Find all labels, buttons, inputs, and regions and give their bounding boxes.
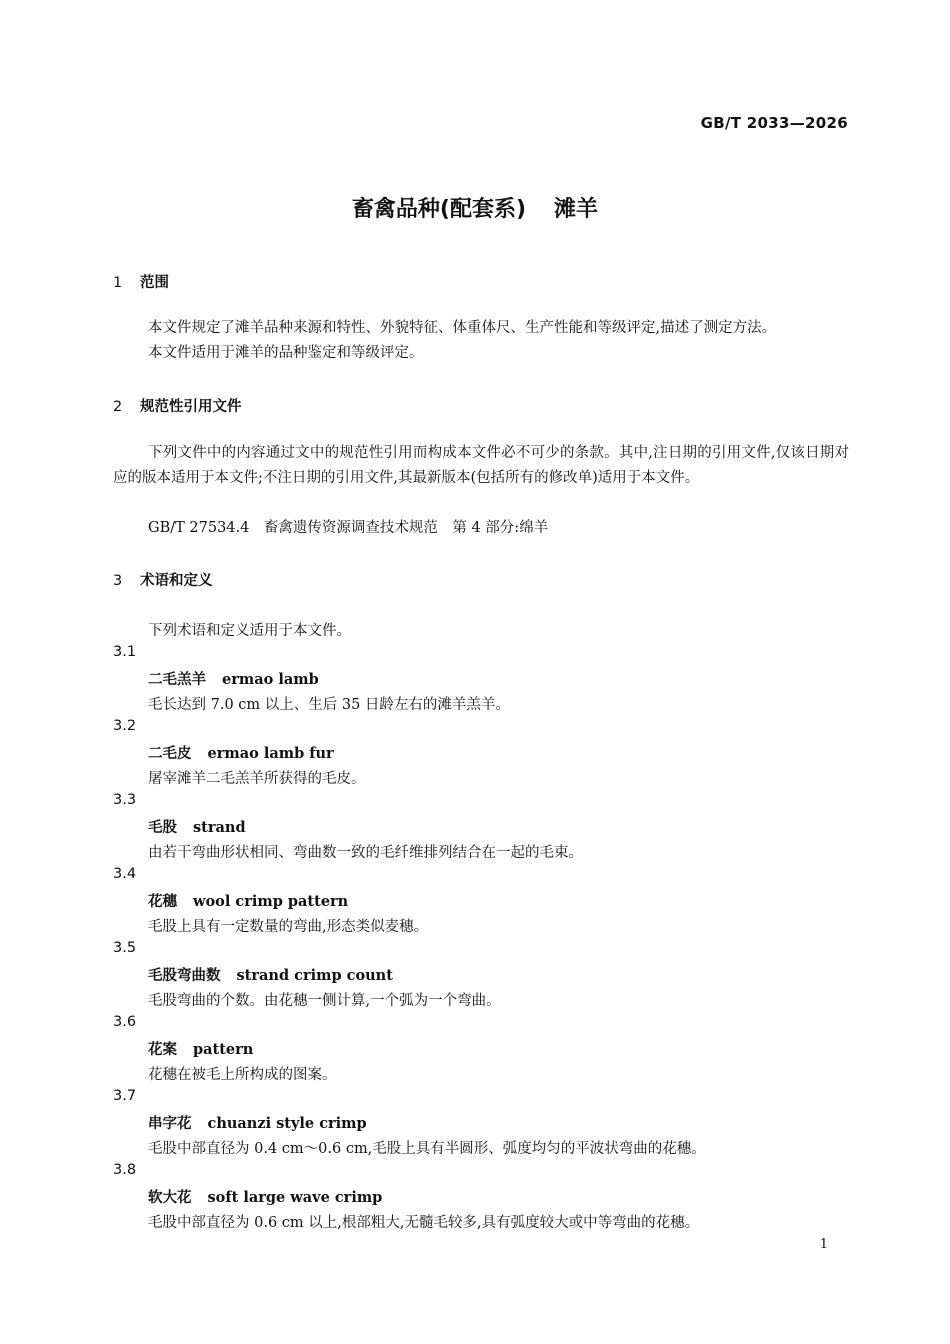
term-name-zh: 毛股 xyxy=(148,820,177,836)
term-name-en: wool crimp pattern xyxy=(193,893,349,910)
document-title xyxy=(0,192,950,223)
section-number: 1 xyxy=(113,275,123,291)
term-definition: 毛股中部直径为 0.4 cm～0.6 cm,毛股上具有半圆形、弧度均匀的平波状弯曲的花穗。 xyxy=(148,1141,706,1157)
scope-paragraph-1: 本文件规定了滩羊品种来源和特性、外貌特征、体重体尺、生产性能和等级评定,描述了测定方法。 xyxy=(148,320,777,336)
term-number: 3.3 xyxy=(113,792,137,808)
reference-entry: GB/T 27534.4 畜禽遗传资源调查技术规范 第 4 部分:绵羊 xyxy=(148,520,549,536)
term-definition: 屠宰滩羊二毛羔羊所获得的毛皮。 xyxy=(148,771,366,787)
scope-paragraph-2: 本文件适用于滩羊的品种鉴定和等级评定。 xyxy=(148,345,424,361)
term-name-en: pattern xyxy=(193,1041,254,1058)
term-name-zh: 软大花 xyxy=(148,1190,192,1206)
term-number: 3.7 xyxy=(113,1088,137,1104)
term-definition: 毛股中部直径为 0.6 cm 以上,根部粗大,无髓毛较多,具有弧度较大或中等弯曲的花穗。 xyxy=(148,1215,700,1231)
term-definition: 由若干弯曲形状相同、弯曲数一致的毛纤维排列结合在一起的毛束。 xyxy=(148,845,583,861)
term-name-en: soft large wave crimp xyxy=(207,1189,383,1206)
section-number: 3 xyxy=(113,573,123,589)
standard-code: GB/T 2033—2026 xyxy=(700,114,848,132)
term-name-zh: 花案 xyxy=(148,1042,177,1058)
term-name-zh: 二毛羔羊 xyxy=(148,672,206,688)
term-name-en: ermao lamb fur xyxy=(207,745,334,762)
section-title: 规范性引用文件 xyxy=(140,399,242,415)
term-number: 3.4 xyxy=(113,866,137,882)
document-title-main: 畜禽品种(配套系) xyxy=(351,197,527,222)
term-name xyxy=(148,890,348,911)
section-heading-normative-references xyxy=(113,395,242,416)
section-title: 术语和定义 xyxy=(140,573,213,589)
section-heading-terms xyxy=(113,569,213,590)
term-name xyxy=(148,816,246,837)
terms-intro: 下列术语和定义适用于本文件。 xyxy=(148,623,351,639)
section-heading-scope xyxy=(113,271,169,292)
term-name-zh: 毛股弯曲数 xyxy=(148,968,221,984)
term-definition: 毛股上具有一定数量的弯曲,形态类似麦穗。 xyxy=(148,919,429,935)
references-paragraph: 下列文件中的内容通过文中的规范性引用而构成本文件必不可少的条款。其中,注日期的引用文件,仅该日期对应的版本适用于本文件;不注日期的引用文件,其最新版本(包括所有的修改单)适用于本文件。 xyxy=(113,445,849,486)
term-definition: 花穗在被毛上所构成的图案。 xyxy=(148,1067,337,1083)
term-name xyxy=(148,1038,253,1059)
term-definition: 毛长达到 7.0 cm 以上、生后 35 日龄左右的滩羊羔羊。 xyxy=(148,697,510,713)
term-name xyxy=(148,668,319,689)
term-definition: 毛股弯曲的个数。由花穗一侧计算,一个弧为一个弯曲。 xyxy=(148,993,501,1009)
term-name-en: strand xyxy=(193,819,246,836)
term-name-en: chuanzi style crimp xyxy=(207,1115,367,1132)
term-name-zh: 花穗 xyxy=(148,894,177,910)
page-number: 1 xyxy=(819,1237,828,1252)
document-title-sub: 滩羊 xyxy=(554,197,599,222)
term-name-zh: 串字花 xyxy=(148,1116,192,1132)
term-name-en: strand crimp count xyxy=(236,967,393,984)
section-title: 范围 xyxy=(140,275,169,291)
section-number: 2 xyxy=(113,399,123,415)
term-number: 3.2 xyxy=(113,718,137,734)
term-number: 3.5 xyxy=(113,940,137,956)
term-number: 3.1 xyxy=(113,644,137,660)
term-name xyxy=(148,1186,382,1207)
term-name xyxy=(148,1112,367,1133)
term-name-en: ermao lamb xyxy=(222,671,319,688)
term-name-zh: 二毛皮 xyxy=(148,746,192,762)
term-name xyxy=(148,964,393,985)
term-number: 3.8 xyxy=(113,1162,137,1178)
term-name xyxy=(148,742,334,763)
term-number: 3.6 xyxy=(113,1014,137,1030)
